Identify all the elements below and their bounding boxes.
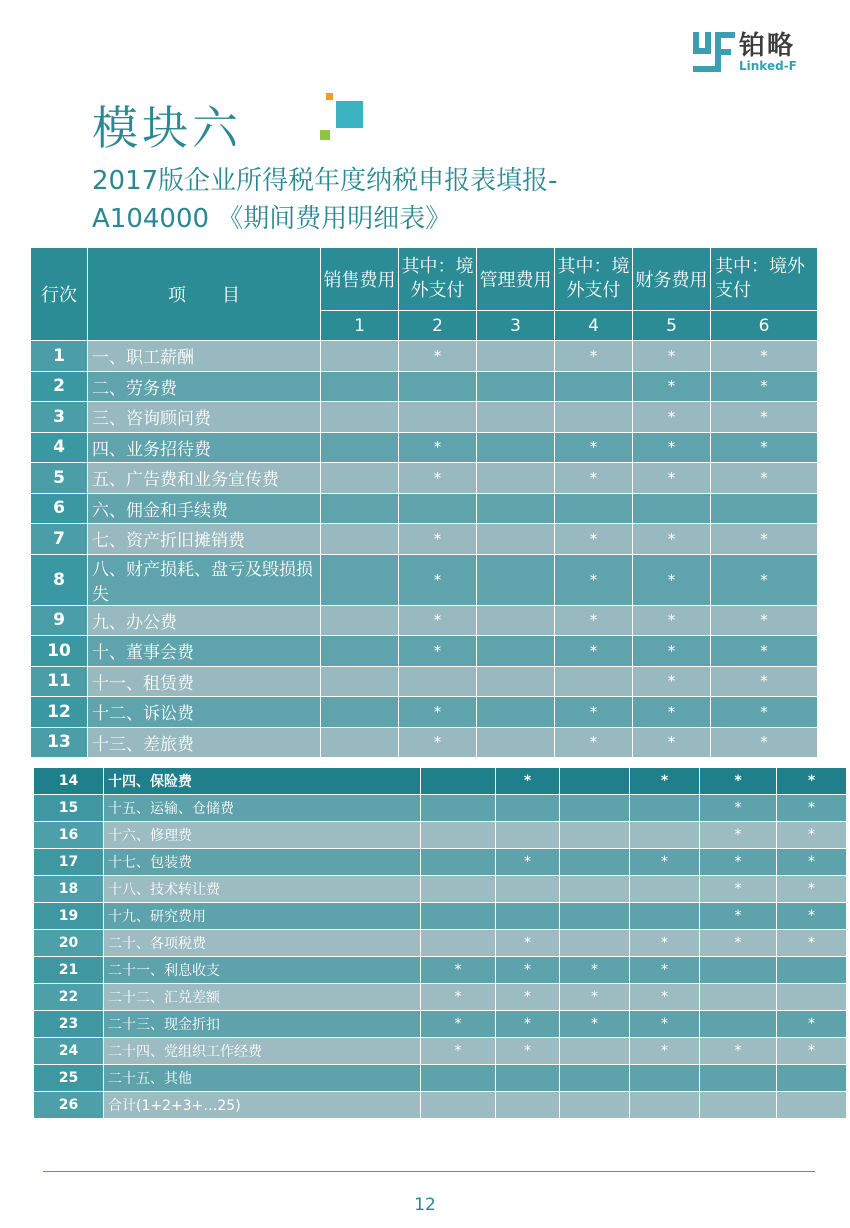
cell-col-4: * xyxy=(555,697,633,728)
row-item-name: 四、业务招待费 xyxy=(88,432,321,463)
cell-col-5: * xyxy=(633,636,711,667)
cell-col-2: * xyxy=(399,697,477,728)
cell-col-5: * xyxy=(633,605,711,636)
cell-col-4: * xyxy=(555,636,633,667)
cell-col-4: * xyxy=(555,341,633,372)
cell-col-4: * xyxy=(630,1038,700,1065)
row-item-name: 十、董事会费 xyxy=(88,636,321,667)
row-number: 15 xyxy=(34,795,104,822)
form-title-line1: 2017版企业所得税年度纳税申报表填报- xyxy=(92,166,558,196)
cell-col-1 xyxy=(321,605,399,636)
cell-col-1 xyxy=(321,727,399,758)
table-row xyxy=(31,697,818,728)
table-row xyxy=(34,795,847,822)
expense-table-part2 xyxy=(33,767,847,1119)
table-row xyxy=(31,493,818,524)
row-number: 18 xyxy=(34,876,104,903)
cell-col-6: * xyxy=(711,402,818,433)
row-number: 25 xyxy=(34,1065,104,1092)
cell-col-5 xyxy=(700,984,777,1011)
cell-col-3 xyxy=(477,524,555,555)
cell-col-2 xyxy=(399,493,477,524)
header-col-4: 其中：境外支付 xyxy=(555,248,633,311)
cell-col-1: * xyxy=(421,1038,496,1065)
cell-col-4: * xyxy=(555,554,633,605)
cell-col-4 xyxy=(555,371,633,402)
table-row xyxy=(34,984,847,1011)
cell-col-5 xyxy=(700,1065,777,1092)
cell-col-6: * xyxy=(777,849,847,876)
cell-col-5: * xyxy=(700,822,777,849)
row-item-name: 十六、修理费 xyxy=(104,822,421,849)
cell-col-2 xyxy=(496,1092,560,1119)
cell-col-4: * xyxy=(555,463,633,494)
cell-col-4 xyxy=(555,402,633,433)
cell-col-6: * xyxy=(711,605,818,636)
cell-col-1 xyxy=(421,930,496,957)
row-item-name: 十五、运输、仓储费 xyxy=(104,795,421,822)
cell-col-2: * xyxy=(399,636,477,667)
cell-col-5 xyxy=(633,493,711,524)
cell-col-1 xyxy=(421,795,496,822)
cell-col-2: * xyxy=(496,849,560,876)
row-item-name: 二十三、现金折扣 xyxy=(104,1011,421,1038)
cell-col-5 xyxy=(700,1092,777,1119)
cell-col-1 xyxy=(421,876,496,903)
cell-col-3: * xyxy=(560,1011,630,1038)
table-row xyxy=(31,402,818,433)
table-row xyxy=(34,1092,847,1119)
row-number: 20 xyxy=(34,930,104,957)
cell-col-1: * xyxy=(421,1011,496,1038)
row-item-name: 十三、差旅费 xyxy=(88,727,321,758)
brand-logo xyxy=(693,30,797,74)
cell-col-3 xyxy=(560,1065,630,1092)
cell-col-5: * xyxy=(700,876,777,903)
cell-col-1 xyxy=(321,697,399,728)
header-row-no: 行次 xyxy=(31,248,88,341)
row-item-name: 二十五、其他 xyxy=(104,1065,421,1092)
row-number: 8 xyxy=(31,554,88,605)
cell-col-1 xyxy=(321,666,399,697)
table-row xyxy=(34,930,847,957)
cell-col-6: * xyxy=(777,795,847,822)
col-number-6: 6 xyxy=(711,311,818,341)
row-number: 22 xyxy=(34,984,104,1011)
form-title-line2: A104000 《期间费用明细表》 xyxy=(92,204,452,234)
cell-col-4: * xyxy=(630,984,700,1011)
cell-col-4 xyxy=(630,1065,700,1092)
table-row xyxy=(31,524,818,555)
cell-col-3 xyxy=(560,903,630,930)
table-row xyxy=(34,903,847,930)
table-row xyxy=(31,727,818,758)
cell-col-1 xyxy=(421,903,496,930)
cell-col-6: * xyxy=(777,1038,847,1065)
cell-col-5: * xyxy=(700,1038,777,1065)
cell-col-1 xyxy=(321,432,399,463)
cell-col-4 xyxy=(630,822,700,849)
row-number: 6 xyxy=(31,493,88,524)
row-number: 13 xyxy=(31,727,88,758)
cell-col-1 xyxy=(421,849,496,876)
row-item-name: 五、广告费和业务宣传费 xyxy=(88,463,321,494)
cell-col-3 xyxy=(560,930,630,957)
cell-col-2: * xyxy=(399,341,477,372)
row-item-name: 十八、技术转让费 xyxy=(104,876,421,903)
cell-col-6: * xyxy=(777,903,847,930)
cell-col-2 xyxy=(496,822,560,849)
cell-col-6: * xyxy=(711,554,818,605)
cell-col-3 xyxy=(477,402,555,433)
cell-col-2: * xyxy=(399,432,477,463)
cell-col-6: * xyxy=(711,341,818,372)
table-row xyxy=(34,849,847,876)
table-row xyxy=(31,341,818,372)
row-number: 24 xyxy=(34,1038,104,1065)
cell-col-2 xyxy=(496,795,560,822)
cell-col-3 xyxy=(560,768,630,795)
cell-col-2 xyxy=(496,1065,560,1092)
cell-col-2: * xyxy=(399,605,477,636)
cell-col-2: * xyxy=(399,554,477,605)
cell-col-4: * xyxy=(630,768,700,795)
row-item-name: 二十二、汇兑差额 xyxy=(104,984,421,1011)
row-number: 23 xyxy=(34,1011,104,1038)
table-row xyxy=(31,605,818,636)
row-item-name: 六、佣金和手续费 xyxy=(88,493,321,524)
decor-square-teal xyxy=(336,101,363,128)
cell-col-2: * xyxy=(496,768,560,795)
module-title: 模块六 xyxy=(92,101,242,155)
row-item-name: 十一、租赁费 xyxy=(88,666,321,697)
cell-col-6: * xyxy=(777,930,847,957)
cell-col-2: * xyxy=(399,727,477,758)
cell-col-3 xyxy=(477,371,555,402)
cell-col-4 xyxy=(555,493,633,524)
header-col-3: 管理费用 xyxy=(477,248,555,311)
cell-col-1: * xyxy=(421,984,496,1011)
cell-col-4 xyxy=(555,666,633,697)
cell-col-2 xyxy=(496,876,560,903)
table-row xyxy=(34,822,847,849)
cell-col-5: * xyxy=(633,371,711,402)
row-item-name: 七、资产折旧摊销费 xyxy=(88,524,321,555)
row-number: 12 xyxy=(31,697,88,728)
cell-col-4: * xyxy=(630,1011,700,1038)
cell-col-6 xyxy=(777,1092,847,1119)
cell-col-1 xyxy=(321,463,399,494)
cell-col-3: * xyxy=(560,984,630,1011)
row-item-name: 十二、诉讼费 xyxy=(88,697,321,728)
cell-col-3 xyxy=(477,554,555,605)
cell-col-6: * xyxy=(777,822,847,849)
row-number: 16 xyxy=(34,822,104,849)
cell-col-2: * xyxy=(496,957,560,984)
cell-col-6: * xyxy=(711,463,818,494)
form-title xyxy=(92,162,558,238)
cell-col-3 xyxy=(477,636,555,667)
cell-col-6: * xyxy=(777,876,847,903)
cell-col-1 xyxy=(421,768,496,795)
cell-col-3 xyxy=(477,697,555,728)
cell-col-1 xyxy=(421,1092,496,1119)
cell-col-2: * xyxy=(399,524,477,555)
cell-col-1: * xyxy=(421,957,496,984)
cell-col-4 xyxy=(630,1092,700,1119)
footer-divider xyxy=(43,1171,815,1172)
row-number: 26 xyxy=(34,1092,104,1119)
cell-col-6: * xyxy=(777,768,847,795)
cell-col-1 xyxy=(421,822,496,849)
cell-col-1 xyxy=(321,636,399,667)
header-col-6: 其中：境外支付 xyxy=(711,248,818,311)
cell-col-2 xyxy=(399,371,477,402)
cell-col-2 xyxy=(496,903,560,930)
row-number: 5 xyxy=(31,463,88,494)
cell-col-3 xyxy=(477,666,555,697)
table-row xyxy=(34,1038,847,1065)
row-number: 9 xyxy=(31,605,88,636)
col-number-1: 1 xyxy=(321,311,399,341)
expense-table-part1 xyxy=(30,247,818,758)
cell-col-2: * xyxy=(399,463,477,494)
cell-col-5 xyxy=(700,957,777,984)
table-row xyxy=(34,876,847,903)
cell-col-4: * xyxy=(555,524,633,555)
row-number: 7 xyxy=(31,524,88,555)
row-item-name: 二十、各项税费 xyxy=(104,930,421,957)
col-number-3: 3 xyxy=(477,311,555,341)
row-item-name: 二十一、利息收支 xyxy=(104,957,421,984)
cell-col-6: * xyxy=(711,524,818,555)
cell-col-2: * xyxy=(496,1011,560,1038)
header-item: 项 目 xyxy=(88,248,321,341)
cell-col-2: * xyxy=(496,930,560,957)
cell-col-6 xyxy=(711,493,818,524)
header-col-5: 财务费用 xyxy=(633,248,711,311)
cell-col-2 xyxy=(399,402,477,433)
cell-col-5: * xyxy=(633,432,711,463)
logo-en: Linked-F xyxy=(739,59,797,73)
header-col-2: 其中：境外支付 xyxy=(399,248,477,311)
cell-col-6 xyxy=(777,984,847,1011)
logo-mark-icon xyxy=(693,32,735,72)
decor-square-orange xyxy=(326,93,333,100)
cell-col-6 xyxy=(777,957,847,984)
cell-col-1 xyxy=(321,341,399,372)
row-item-name: 二十四、党组织工作经费 xyxy=(104,1038,421,1065)
row-item-name: 八、财产损耗、盘亏及毁损损失 xyxy=(88,554,321,605)
table-row xyxy=(34,1065,847,1092)
cell-col-3 xyxy=(477,341,555,372)
cell-col-6: * xyxy=(711,727,818,758)
cell-col-4: * xyxy=(555,432,633,463)
row-number: 4 xyxy=(31,432,88,463)
row-number: 10 xyxy=(31,636,88,667)
row-number: 11 xyxy=(31,666,88,697)
cell-col-4: * xyxy=(630,957,700,984)
row-item-name: 十七、包装费 xyxy=(104,849,421,876)
table-row xyxy=(34,768,847,795)
cell-col-1 xyxy=(321,524,399,555)
cell-col-6: * xyxy=(711,666,818,697)
table-row xyxy=(31,554,818,605)
cell-col-6: * xyxy=(777,1011,847,1038)
row-number: 19 xyxy=(34,903,104,930)
col-number-2: 2 xyxy=(399,311,477,341)
cell-col-4 xyxy=(630,876,700,903)
cell-col-3 xyxy=(560,1092,630,1119)
cell-col-2: * xyxy=(496,984,560,1011)
cell-col-1 xyxy=(321,493,399,524)
row-item-name: 十九、研究费用 xyxy=(104,903,421,930)
row-item-name: 合计(1+2+3+…25) xyxy=(104,1092,421,1119)
cell-col-3 xyxy=(477,493,555,524)
cell-col-5: * xyxy=(700,903,777,930)
row-item-name: 三、咨询顾问费 xyxy=(88,402,321,433)
cell-col-4: * xyxy=(630,930,700,957)
cell-col-5: * xyxy=(633,341,711,372)
cell-col-5: * xyxy=(700,849,777,876)
cell-col-1 xyxy=(421,1065,496,1092)
row-number: 1 xyxy=(31,341,88,372)
cell-col-5: * xyxy=(700,795,777,822)
table-row xyxy=(34,957,847,984)
header-col-1: 销售费用 xyxy=(321,248,399,311)
row-number: 21 xyxy=(34,957,104,984)
cell-col-3: * xyxy=(560,957,630,984)
cell-col-3 xyxy=(560,795,630,822)
table-row xyxy=(31,463,818,494)
row-item-name: 九、办公费 xyxy=(88,605,321,636)
cell-col-3 xyxy=(560,1038,630,1065)
cell-col-5: * xyxy=(633,697,711,728)
cell-col-2 xyxy=(399,666,477,697)
cell-col-4 xyxy=(630,903,700,930)
cell-col-5 xyxy=(700,1011,777,1038)
col-number-4: 4 xyxy=(555,311,633,341)
cell-col-6: * xyxy=(711,636,818,667)
decor-square-green xyxy=(320,130,330,140)
cell-col-5: * xyxy=(633,524,711,555)
cell-col-6 xyxy=(777,1065,847,1092)
table-row xyxy=(34,1011,847,1038)
page-number: 12 xyxy=(414,1195,436,1215)
row-number: 17 xyxy=(34,849,104,876)
cell-col-5: * xyxy=(633,402,711,433)
row-item-name: 一、职工薪酬 xyxy=(88,341,321,372)
cell-col-6: * xyxy=(711,432,818,463)
cell-col-3 xyxy=(477,605,555,636)
row-number: 3 xyxy=(31,402,88,433)
cell-col-5: * xyxy=(700,930,777,957)
cell-col-6: * xyxy=(711,697,818,728)
cell-col-1 xyxy=(321,554,399,605)
cell-col-3 xyxy=(477,432,555,463)
cell-col-4: * xyxy=(555,727,633,758)
cell-col-3 xyxy=(560,822,630,849)
cell-col-3 xyxy=(560,876,630,903)
table-row xyxy=(31,666,818,697)
cell-col-5: * xyxy=(633,554,711,605)
logo-cn: 铂略 xyxy=(739,31,796,61)
cell-col-5: * xyxy=(633,727,711,758)
cell-col-1 xyxy=(321,371,399,402)
row-number: 14 xyxy=(34,768,104,795)
cell-col-3 xyxy=(560,849,630,876)
col-number-5: 5 xyxy=(633,311,711,341)
cell-col-4: * xyxy=(555,605,633,636)
cell-col-3 xyxy=(477,727,555,758)
cell-col-4: * xyxy=(630,849,700,876)
cell-col-5: * xyxy=(700,768,777,795)
cell-col-6: * xyxy=(711,371,818,402)
row-number: 2 xyxy=(31,371,88,402)
cell-col-2: * xyxy=(496,1038,560,1065)
table-part2-body xyxy=(34,768,847,1119)
cell-col-1 xyxy=(321,402,399,433)
row-item-name: 二、劳务费 xyxy=(88,371,321,402)
cell-col-3 xyxy=(477,463,555,494)
table-part1-body xyxy=(31,341,818,758)
table-row xyxy=(31,636,818,667)
table-row xyxy=(31,371,818,402)
table-row xyxy=(31,432,818,463)
cell-col-5: * xyxy=(633,666,711,697)
cell-col-5: * xyxy=(633,463,711,494)
cell-col-4 xyxy=(630,795,700,822)
row-item-name: 十四、保险费 xyxy=(104,768,421,795)
